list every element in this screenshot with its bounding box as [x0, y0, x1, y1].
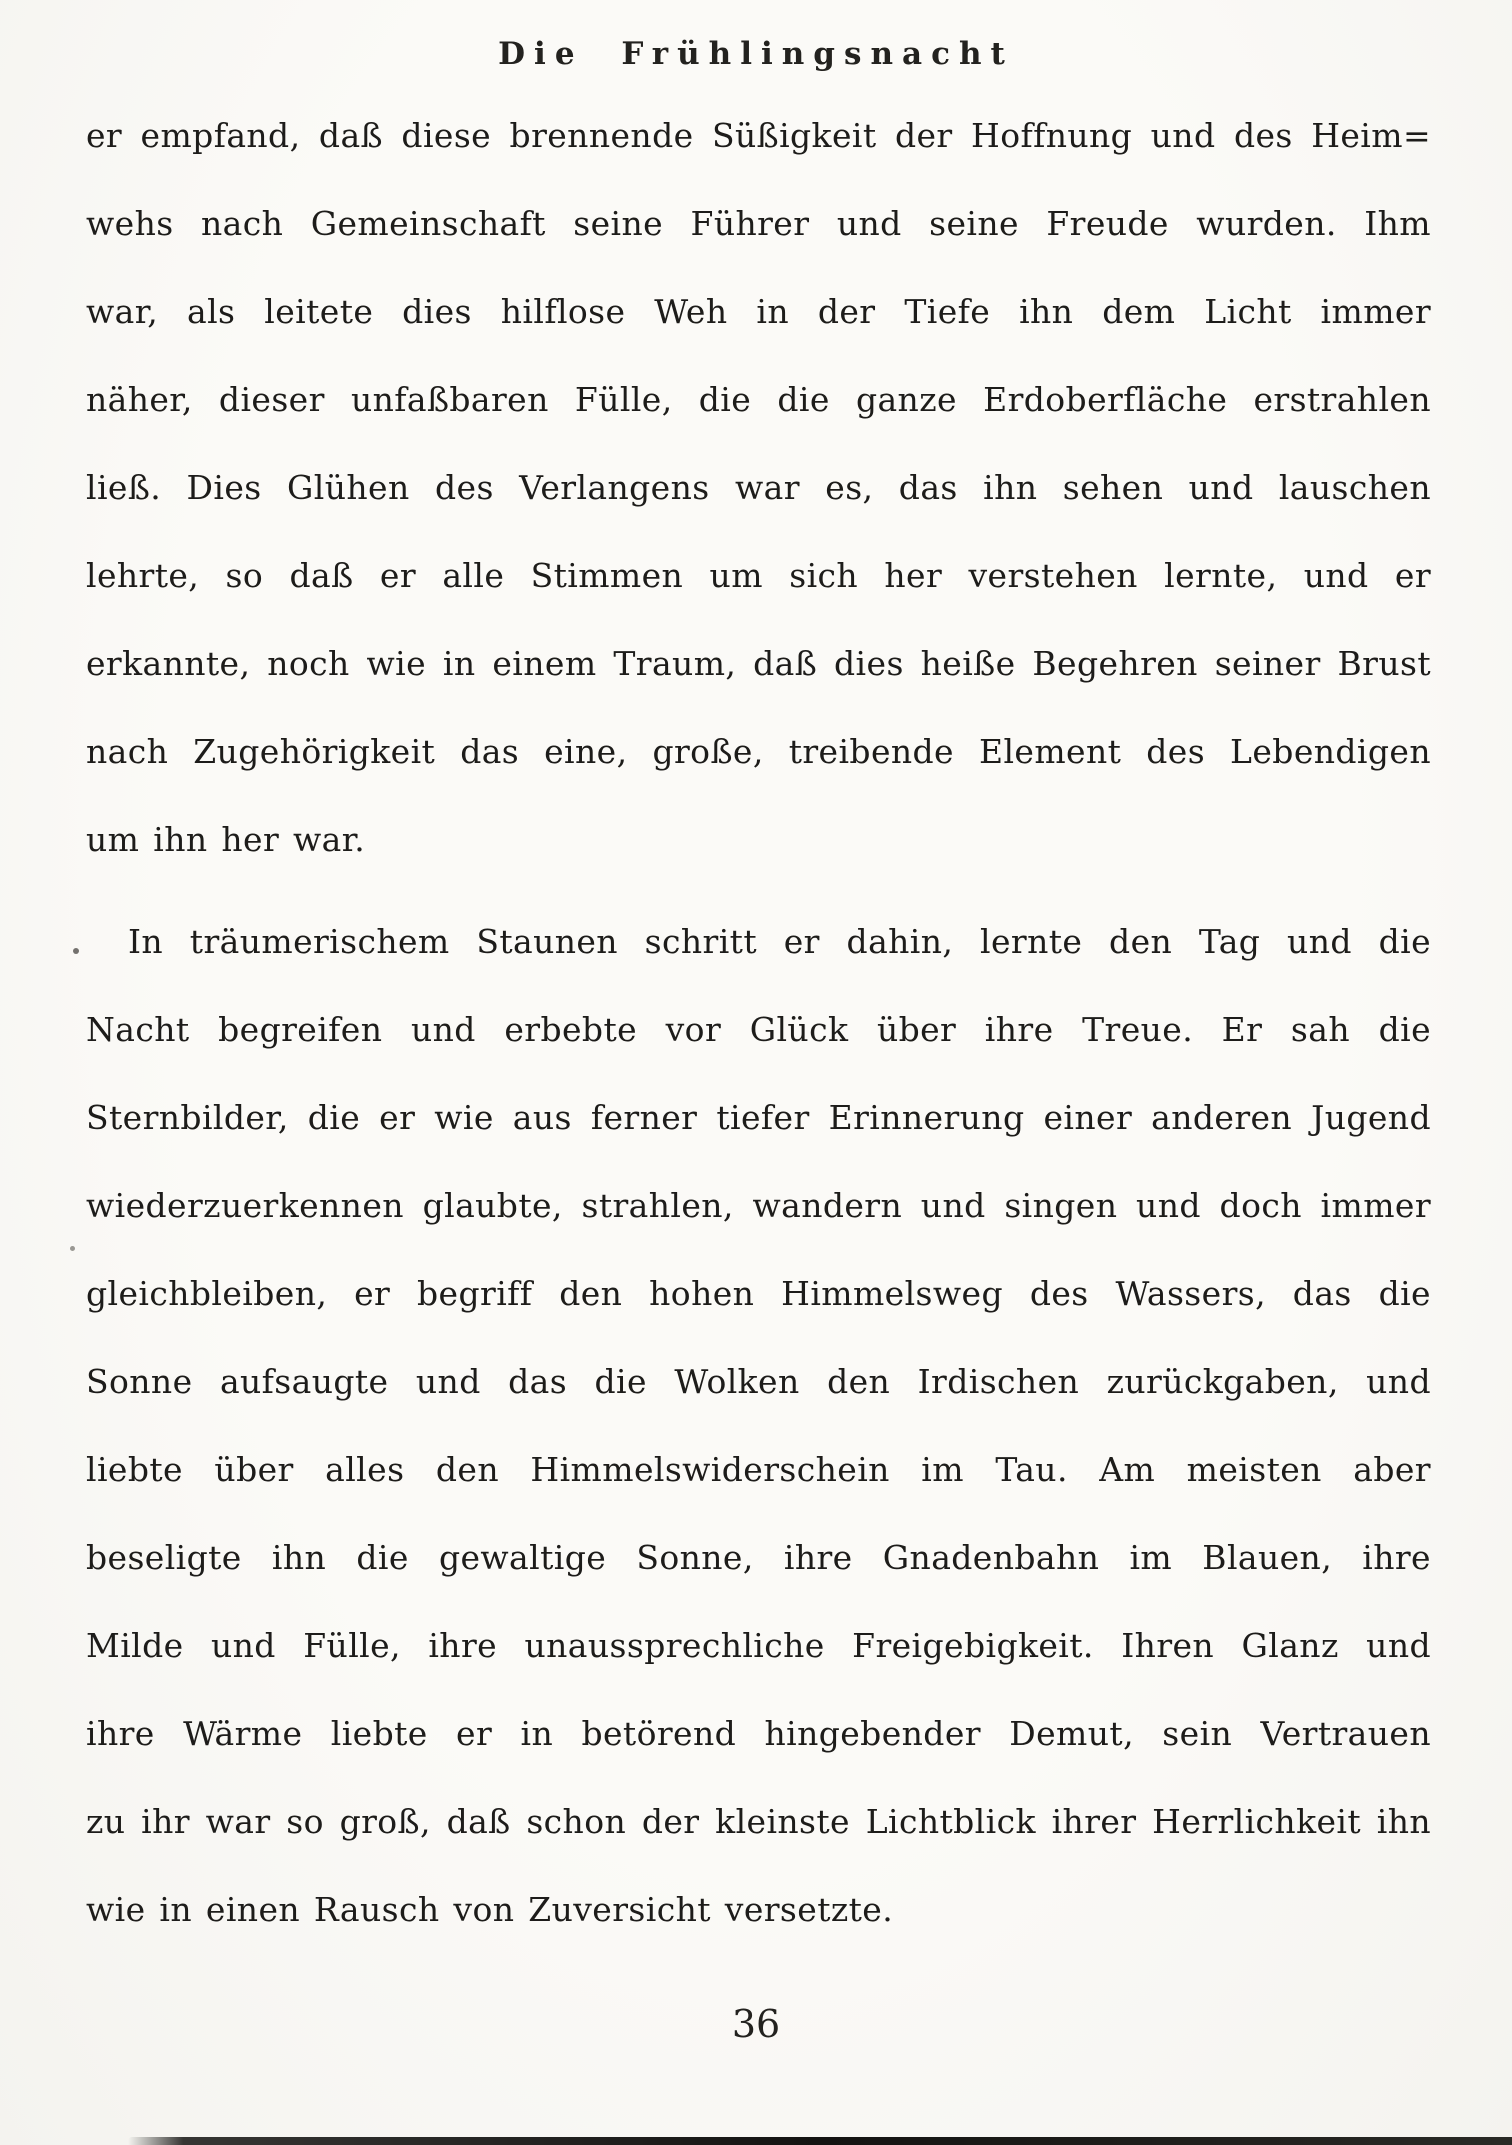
text-line: Milde und Fülle, ihre unaussprechliche Freigebigkeit. Ihren Glanz und	[86, 1626, 1431, 1665]
text-line: Sternbilder, die er wie aus ferner tiefer Erinnerung einer anderen Jugend	[86, 1098, 1431, 1137]
text-block	[86, 92, 1431, 1954]
scan-edge-artifact	[128, 2137, 1512, 2145]
paragraph	[86, 898, 1431, 1954]
text-line: er empfand, daß diese brennende Süßigkeit der Hoffnung und des Heim=	[86, 116, 1431, 155]
text-line: ihre Wärme liebte er in betörend hingebender Demut, sein Vertrauen	[86, 1714, 1431, 1753]
text-line: wiederzuerkennen glaubte, strahlen, wandern und singen und doch immer	[86, 1186, 1431, 1225]
text-line: lehrte, so daß er alle Stimmen um sich her verstehen lernte, und er	[86, 556, 1431, 595]
scan-speck	[73, 948, 79, 954]
text-line: In träumerischem Staunen schritt er dahin, lernte den Tag und die	[128, 922, 1431, 961]
text-line: wie in einen Rausch von Zuversicht versetzte.	[86, 1890, 894, 1929]
paragraph	[86, 92, 1431, 884]
text-line: beseligte ihn die gewaltige Sonne, ihre Gnadenbahn im Blauen, ihre	[86, 1538, 1431, 1577]
scan-speck	[70, 1246, 75, 1251]
text-line: Nacht begreifen und erbebte vor Glück über ihre Treue. Er sah die	[86, 1010, 1431, 1049]
text-line: näher, dieser unfaßbaren Fülle, die die ganze Erdoberfläche erstrahlen	[86, 380, 1431, 419]
text-line: war, als leitete dies hilflose Weh in der Tiefe ihn dem Licht immer	[86, 292, 1431, 331]
text-line: nach Zugehörigkeit das eine, große, treibende Element des Lebendigen	[86, 732, 1431, 771]
text-line: ließ. Dies Glühen des Verlangens war es, das ihn sehen und lauschen	[86, 468, 1431, 507]
text-line: erkannte, noch wie in einem Traum, daß dies heiße Begehren seiner Brust	[86, 644, 1431, 683]
text-line: gleichbleiben, er begriff den hohen Himmelsweg des Wassers, das die	[86, 1274, 1431, 1313]
text-line: um ihn her war.	[86, 820, 366, 859]
text-line: Sonne aufsaugte und das die Wolken den Irdischen zurückgaben, und	[86, 1362, 1431, 1401]
text-line: wehs nach Gemeinschaft seine Führer und seine Freude wurden. Ihm	[86, 204, 1431, 243]
page-number: 36	[731, 2002, 781, 2046]
text-line: liebte über alles den Himmelswiderschein im Tau. Am meisten aber	[86, 1450, 1431, 1489]
text-line: zu ihr war so groß, daß schon der kleinste Lichtblick ihrer Herrlichkeit ihn	[86, 1802, 1431, 1841]
running-header: Die Frühlingsnacht	[498, 36, 1014, 72]
